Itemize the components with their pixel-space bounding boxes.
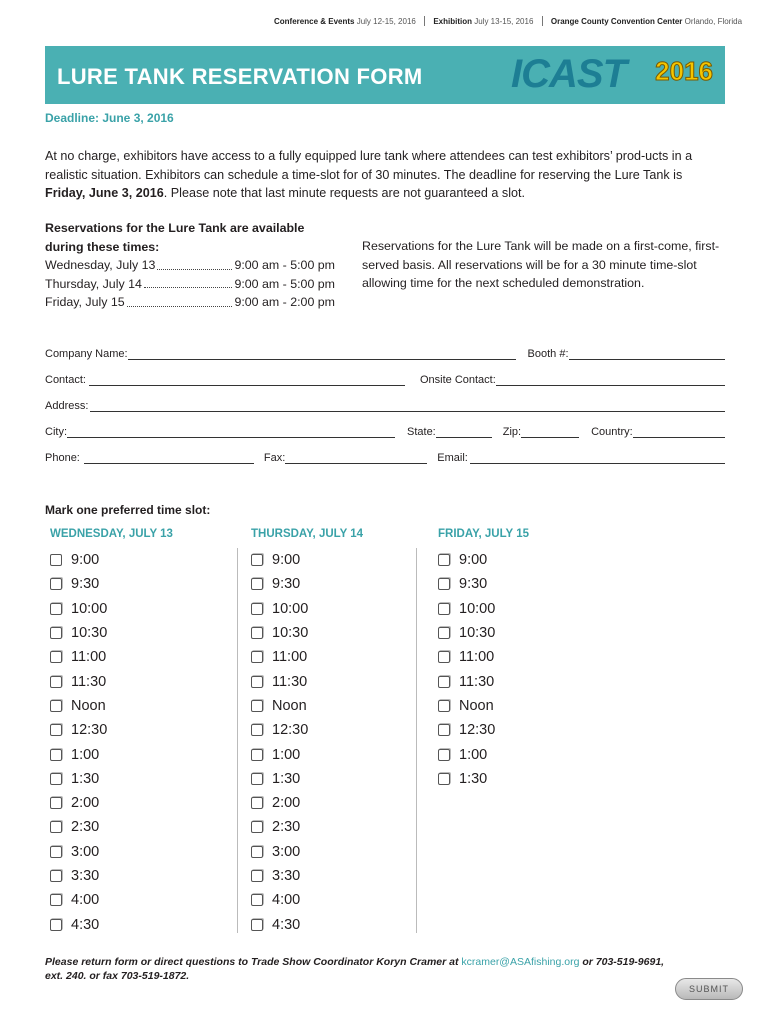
time-slot-checkbox[interactable]	[438, 773, 450, 785]
time-slot-checkbox[interactable]	[438, 603, 450, 615]
time-slot-option[interactable]	[251, 669, 363, 693]
form-title: LURE TANK RESERVATION FORM	[57, 64, 423, 89]
time-slot-label: 10:00	[272, 600, 309, 617]
time-slot-label: 10:00	[459, 600, 496, 617]
time-slot-label: 3:00	[272, 843, 301, 860]
address-field[interactable]	[90, 402, 725, 412]
time-slot-checkbox[interactable]	[50, 676, 62, 688]
time-slot-option[interactable]	[50, 572, 173, 596]
city-label: City:	[45, 426, 67, 438]
time-slot-option[interactable]	[251, 621, 363, 645]
time-slot-checkbox[interactable]	[251, 919, 263, 931]
time-slot-option[interactable]	[251, 912, 363, 936]
time-slot-option[interactable]	[50, 645, 173, 669]
time-slot-label: 12:30	[459, 722, 496, 739]
intro-paragraph	[45, 147, 725, 203]
deadline: Deadline: June 3, 2016	[45, 111, 174, 125]
time-slot-checkbox[interactable]	[251, 797, 263, 809]
time-slot-option[interactable]	[251, 840, 363, 864]
time-slot-checkbox[interactable]	[251, 554, 263, 566]
column-heading: WEDNESDAY, JULY 13	[50, 528, 173, 540]
availability-row	[45, 293, 335, 312]
time-slot-checkbox[interactable]	[50, 773, 62, 785]
time-slot-label: 2:30	[71, 819, 100, 836]
time-slot-option[interactable]	[251, 767, 363, 791]
time-slot-label: 4:00	[272, 892, 301, 909]
time-slot-label: 2:00	[71, 795, 100, 812]
time-slot-option[interactable]	[251, 572, 363, 596]
time-slot-option[interactable]	[50, 621, 173, 645]
availability-block	[45, 219, 335, 312]
time-slot-checkbox[interactable]	[438, 700, 450, 712]
time-slot-checkbox[interactable]	[438, 554, 450, 566]
contact-field[interactable]	[89, 376, 405, 386]
time-slot-option[interactable]	[251, 694, 363, 718]
time-slot-checkbox[interactable]	[438, 676, 450, 688]
venue-city: Orlando, Florida	[684, 17, 743, 26]
time-slot-checkbox[interactable]	[438, 627, 450, 639]
time-slot-option[interactable]	[251, 815, 363, 839]
time-slot-option[interactable]	[50, 694, 173, 718]
time-slot-checkbox[interactable]	[251, 700, 263, 712]
time-slot-checkbox[interactable]	[251, 578, 263, 590]
time-slot-option[interactable]	[438, 548, 529, 572]
time-slot-option[interactable]	[251, 888, 363, 912]
city-row	[45, 424, 725, 438]
form-banner	[45, 46, 725, 104]
availability-row	[45, 256, 335, 275]
conference-dates: July 12-15, 2016	[356, 17, 416, 26]
submit-button[interactable]: SUBMIT	[675, 978, 743, 1000]
time-slot-label: Noon	[272, 697, 307, 714]
time-slot-option[interactable]	[438, 597, 529, 621]
time-slot-label: 9:00	[272, 552, 301, 569]
conference-label: Conference & Events	[274, 17, 355, 26]
availability-time: 9:00 am - 2:00 pm	[234, 295, 335, 309]
time-slot-label: Noon	[71, 697, 106, 714]
time-slot-label: 4:00	[71, 892, 100, 909]
time-slot-label: 9:30	[459, 576, 488, 593]
footer-text: Please return form or direct questions to Trade Show Coordinator Koryn Cramer at	[45, 956, 462, 968]
time-slot-checkbox[interactable]	[50, 724, 62, 736]
leader-dots	[144, 275, 233, 289]
time-slot-label: Noon	[459, 697, 494, 714]
time-slot-checkbox[interactable]	[50, 603, 62, 615]
time-slot-label: 10:30	[71, 625, 108, 642]
country-label: Country:	[591, 426, 633, 438]
time-slot-checkbox[interactable]	[438, 749, 450, 761]
time-slot-checkbox[interactable]	[50, 578, 62, 590]
time-slot-checkbox[interactable]	[50, 894, 62, 906]
address-row	[45, 398, 725, 412]
fax-label: Fax:	[263, 452, 286, 464]
time-slot-option[interactable]	[50, 864, 173, 888]
icast-logo	[507, 50, 717, 100]
onsite-contact-field[interactable]	[496, 376, 725, 386]
address-label: Address:	[45, 400, 89, 412]
footer-text-end: or 703-519-9691, ext. 240. or fax 703-519-1872.	[45, 956, 665, 982]
time-slot-option[interactable]	[438, 694, 529, 718]
time-slot-option[interactable]	[438, 767, 529, 791]
time-slot-option[interactable]	[50, 718, 173, 742]
contact-label: Contact:	[45, 374, 86, 386]
time-slot-option[interactable]	[50, 742, 173, 766]
time-slot-option[interactable]	[251, 742, 363, 766]
column-divider	[416, 548, 417, 933]
availability-row	[45, 275, 335, 294]
intro-deadline: Friday, June 3, 2016	[45, 186, 164, 200]
time-slot-option[interactable]	[251, 597, 363, 621]
column-divider	[237, 548, 238, 933]
logo-wordmark: ICAST	[511, 52, 626, 96]
leader-dots	[157, 256, 232, 270]
logo-year: 2016	[655, 56, 713, 86]
company-field[interactable]	[128, 350, 516, 360]
time-slot-label: 3:30	[272, 868, 301, 884]
time-slot-option[interactable]	[251, 548, 363, 572]
event-info-bar	[274, 16, 742, 26]
company-row	[45, 346, 725, 360]
time-slot-checkbox[interactable]	[438, 651, 450, 663]
time-slot-option[interactable]	[50, 912, 173, 936]
time-slot-checkbox[interactable]	[251, 651, 263, 663]
city-field[interactable]	[67, 428, 395, 438]
time-slot-checkbox[interactable]	[50, 651, 62, 663]
time-slot-label: 1:30	[459, 770, 488, 787]
time-slot-label: 11:00	[71, 649, 107, 666]
time-slot-option[interactable]	[438, 645, 529, 669]
time-slot-checkbox[interactable]	[251, 894, 263, 906]
time-slot-label: 11:30	[459, 673, 495, 690]
intro-text: At no charge, exhibitors have access to a fully equipped lure tank where attendees can test exhibitors’ prod-ucts in a realistic situation. Exhibitors can schedule a time-slot for of 30 minutes. The deadline for reserving the Lure Tank is	[45, 149, 693, 182]
time-slot-option[interactable]	[50, 767, 173, 791]
time-slot-checkbox[interactable]	[50, 870, 62, 882]
time-slot-label: 1:00	[459, 746, 488, 763]
wednesday-column	[50, 528, 173, 937]
zip-field[interactable]	[521, 428, 579, 438]
time-slot-option[interactable]	[438, 718, 529, 742]
footer-note	[45, 955, 665, 983]
time-slot-option[interactable]	[50, 669, 173, 693]
time-slot-option[interactable]	[251, 645, 363, 669]
time-slot-label: 1:00	[71, 746, 100, 763]
time-slot-checkbox[interactable]	[251, 724, 263, 736]
time-slot-label: 10:30	[272, 625, 309, 642]
time-slot-option[interactable]	[50, 815, 173, 839]
time-slot-option[interactable]	[50, 888, 173, 912]
phone-label: Phone:	[45, 452, 80, 464]
time-slot-option[interactable]	[438, 621, 529, 645]
availability-time: 9:00 am - 5:00 pm	[234, 258, 335, 272]
time-slot-checkbox[interactable]	[50, 700, 62, 712]
thursday-column	[251, 528, 363, 937]
time-slot-option[interactable]	[50, 791, 173, 815]
column-heading: THURSDAY, JULY 14	[251, 528, 364, 540]
time-slot-label: 2:30	[272, 819, 301, 836]
time-slot-checkbox[interactable]	[438, 724, 450, 736]
time-slot-label: 12:30	[272, 722, 309, 739]
time-slot-label: 11:30	[272, 673, 308, 690]
availability-day: Wednesday, July 13	[45, 258, 156, 272]
time-slot-option[interactable]	[438, 669, 529, 693]
time-slot-heading: Mark one preferred time slot:	[45, 503, 211, 517]
time-slot-label: 4:30	[71, 916, 100, 933]
time-slot-option[interactable]	[251, 718, 363, 742]
column-heading: FRIDAY, JULY 15	[438, 528, 529, 540]
time-slot-checkbox[interactable]	[251, 603, 263, 615]
onsite-contact-label: Onsite Contact:	[419, 374, 496, 386]
time-slot-label: 1:00	[272, 746, 301, 763]
phone-row	[45, 450, 725, 464]
time-slot-checkbox[interactable]	[50, 846, 62, 858]
time-slot-label: 9:00	[71, 552, 100, 569]
time-slot-option[interactable]	[251, 864, 363, 888]
phone-field[interactable]	[84, 454, 254, 464]
time-slot-label: 2:00	[272, 795, 301, 812]
time-slot-checkbox[interactable]	[50, 554, 62, 566]
venue-label: Orange County Convention Center	[550, 17, 683, 26]
time-slot-label: 10:00	[71, 600, 108, 617]
time-slot-checkbox[interactable]	[50, 749, 62, 761]
time-slot-label: 11:30	[71, 673, 107, 690]
time-slot-label: 11:00	[459, 649, 495, 666]
reservation-note: Reservations for the Lure Tank will be made on a first-come, first-served basis. All reservations will be for a 30 minute time-slot allowing time for the next scheduled demonstration.	[362, 239, 720, 290]
time-slot-checkbox[interactable]	[50, 627, 62, 639]
availability-day: Thursday, July 14	[45, 276, 142, 291]
time-slot-checkbox[interactable]	[438, 578, 450, 590]
coordinator-email-link[interactable]: kcramer@ASAfishing.org	[461, 956, 580, 968]
time-slot-checkbox[interactable]	[251, 821, 263, 833]
state-field[interactable]	[436, 428, 492, 438]
time-slot-option[interactable]	[438, 572, 529, 596]
leader-dots	[127, 293, 233, 307]
availability-day: Friday, July 15	[45, 295, 125, 309]
friday-column	[438, 528, 529, 791]
time-slot-checkbox[interactable]	[251, 870, 263, 882]
time-slot-checkbox[interactable]	[251, 627, 263, 639]
time-slot-option[interactable]	[251, 791, 363, 815]
time-slot-checkbox[interactable]	[251, 846, 263, 858]
email-label: Email:	[437, 452, 468, 464]
time-slot-checkbox[interactable]	[251, 676, 263, 688]
email-field[interactable]	[470, 454, 725, 464]
time-slot-label: 4:30	[272, 916, 301, 933]
time-slot-option[interactable]	[50, 548, 173, 572]
time-slot-option[interactable]	[50, 840, 173, 864]
exhibition-dates: July 13-15, 2016	[474, 17, 534, 26]
booth-label: Booth #:	[527, 348, 569, 360]
fax-field[interactable]	[285, 454, 427, 464]
intro-text-end: . Please note that last minute requests are not guaranteed a slot.	[163, 186, 526, 200]
time-slot-checkbox[interactable]	[251, 749, 263, 761]
time-slot-option[interactable]	[438, 742, 529, 766]
country-field[interactable]	[633, 428, 725, 438]
time-slot-label: 12:30	[71, 722, 108, 739]
divider	[542, 16, 543, 26]
time-slot-label: 3:30	[71, 868, 100, 884]
company-label: Company Name:	[45, 348, 128, 360]
time-slot-checkbox[interactable]	[50, 821, 62, 833]
time-slot-label: 9:00	[459, 552, 488, 569]
time-slot-option[interactable]	[50, 597, 173, 621]
availability-time: 9:00 am - 5:00 pm	[234, 276, 335, 291]
time-slot-label: 9:30	[71, 576, 100, 593]
time-slot-label: 3:00	[71, 843, 100, 860]
time-slot-label: 10:30	[459, 625, 496, 642]
time-slot-label: 11:00	[272, 649, 308, 666]
time-slot-label: 1:30	[71, 770, 100, 787]
time-slot-label: 1:30	[272, 770, 301, 787]
booth-field[interactable]	[569, 350, 725, 360]
contact-row	[45, 372, 725, 386]
zip-label: Zip:	[502, 426, 522, 438]
state-label: State:	[407, 426, 436, 438]
divider	[424, 16, 425, 26]
exhibition-label: Exhibition	[433, 17, 472, 26]
time-slot-checkbox[interactable]	[251, 773, 263, 785]
time-slot-checkbox[interactable]	[50, 797, 62, 809]
availability-heading: Reservations for the Lure Tank are available during these times:	[45, 221, 305, 254]
time-slot-checkbox[interactable]	[50, 919, 62, 931]
time-slot-label: 9:30	[272, 576, 301, 593]
